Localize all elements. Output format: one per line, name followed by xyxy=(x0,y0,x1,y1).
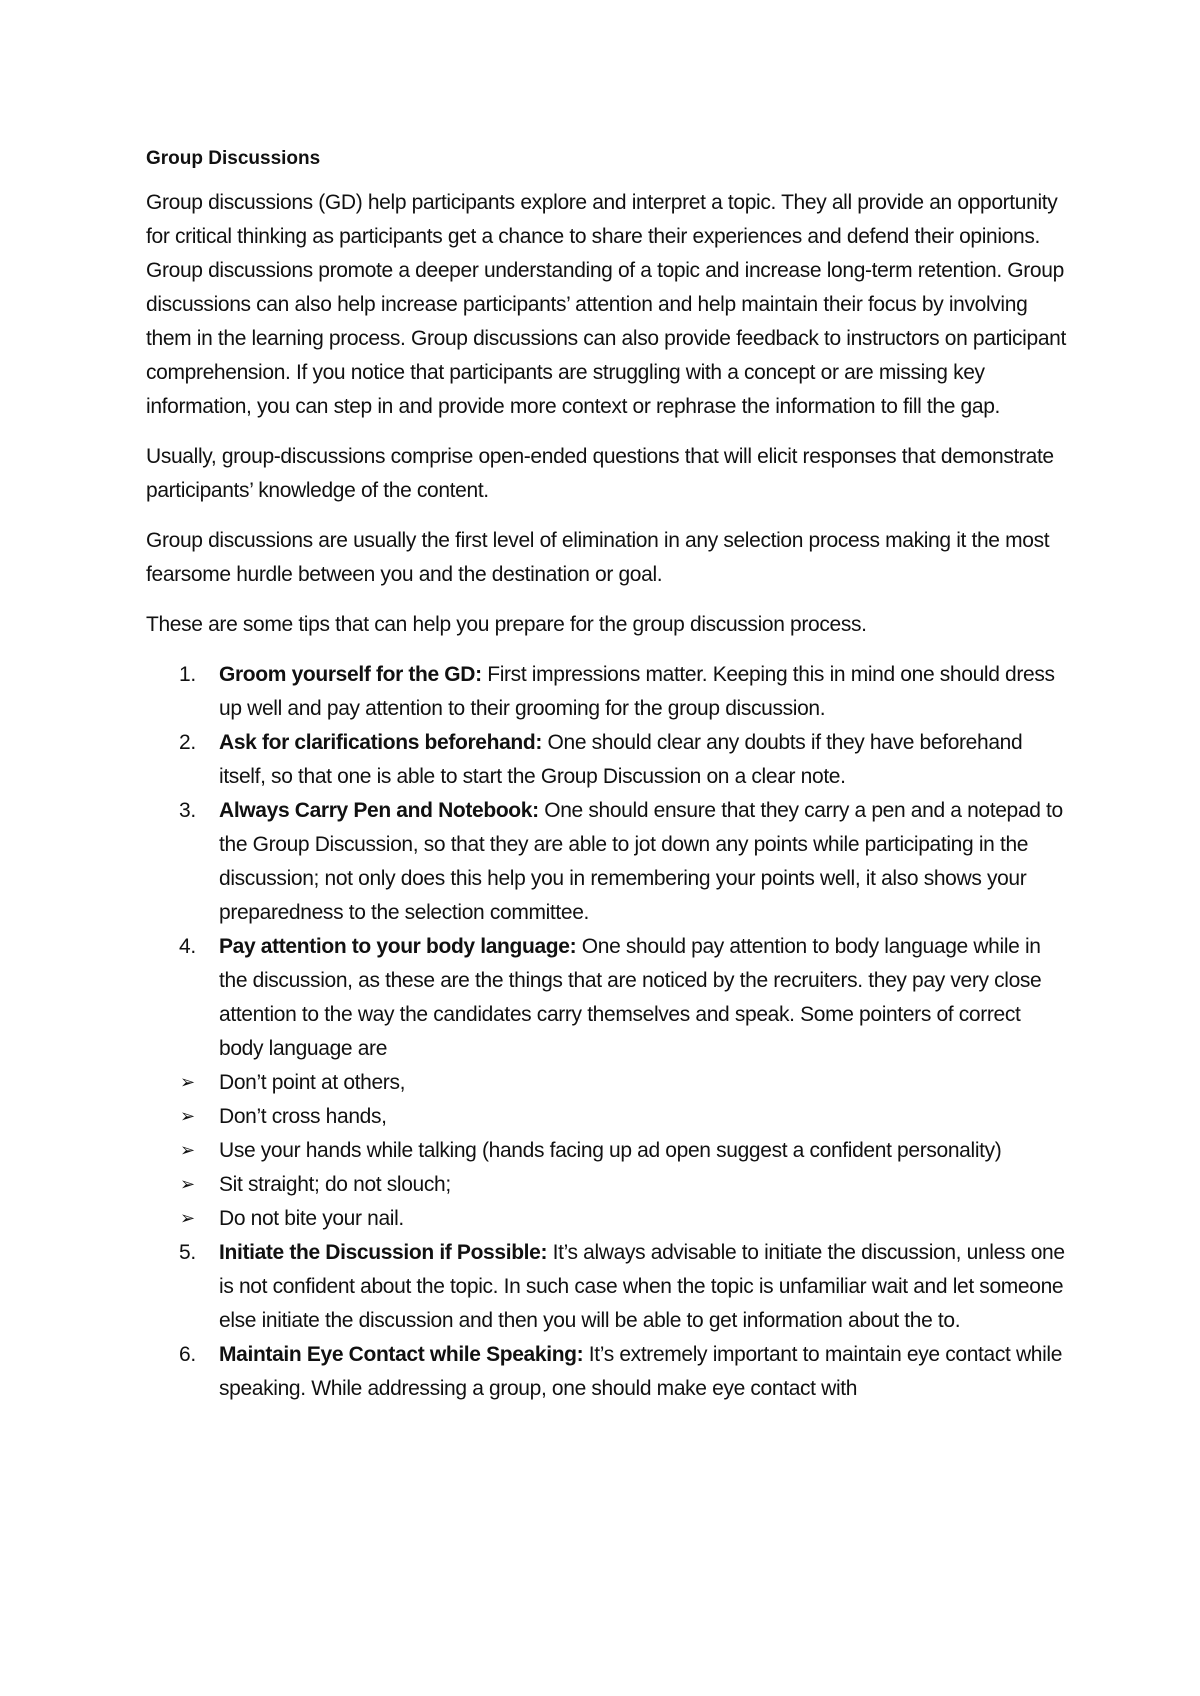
tip-number: 1. xyxy=(179,663,196,686)
tips-list xyxy=(146,658,1066,1406)
tip-item xyxy=(146,1236,1066,1338)
document-heading: Group Discussions xyxy=(146,148,321,169)
bullet-item xyxy=(146,1100,1066,1134)
tip-text: It’s always advisable to initiate the discussion, unless one is not confident about the topic. In such case when the topic is unfamiliar wait and let someone else initiate the discussion and then you will be able to get information about the to. xyxy=(219,1241,1065,1332)
bullet-item xyxy=(146,1066,1066,1100)
tip-text: One should ensure that they carry a pen and a notepad to the Group Discussion, so that they are able to jot down any points while participating in the discussion; not only does this help you in remembering your points well, it also shows your preparedness to the selection committee. xyxy=(219,799,1063,924)
tip-title: Ask for clarifications beforehand: xyxy=(219,731,543,754)
tip-title: Maintain Eye Contact while Speaking: xyxy=(219,1343,584,1366)
tip-title: Initiate the Discussion if Possible: xyxy=(219,1241,548,1264)
tip-title: Pay attention to your body language: xyxy=(219,935,577,958)
tip-title: Always Carry Pen and Notebook: xyxy=(219,799,539,822)
arrow-bullet-icon: ➢ xyxy=(180,1140,195,1161)
bullet-text: Don’t point at others, xyxy=(219,1071,406,1094)
tip-text: One should clear any doubts if they have beforehand itself, so that one is able to start the Group Discussion on a clear note. xyxy=(219,731,1023,788)
document-page xyxy=(146,142,1066,1406)
tip-item xyxy=(146,794,1066,930)
tip-number: 5. xyxy=(179,1241,196,1264)
tip-item xyxy=(146,930,1066,1066)
bullet-item xyxy=(146,1168,1066,1202)
arrow-bullet-icon: ➢ xyxy=(180,1106,195,1127)
tip-number: 2. xyxy=(179,731,196,754)
tip-text: It’s extremely important to maintain eye contact while speaking. While addressing a group, one should make eye contact with xyxy=(219,1343,1063,1400)
arrow-bullet-icon: ➢ xyxy=(180,1072,195,1093)
bullet-text: Use your hands while talking (hands facing up ad open suggest a confident personality) xyxy=(219,1139,1002,1162)
tip-text: One should pay attention to body language while in the discussion, as these are the things that are noticed by the recruiters. they pay very close attention to the way the candidates carry themselves and speak. Some pointers of correct body language are xyxy=(219,935,1042,1060)
bullet-text: Do not bite your nail. xyxy=(219,1207,404,1230)
tip-item xyxy=(146,1338,1066,1406)
tip-text: First impressions matter. Keeping this in mind one should dress up well and pay attention to their grooming for the group discussion. xyxy=(219,663,1055,720)
bullet-text: Don’t cross hands, xyxy=(219,1105,387,1128)
tip-title: Groom yourself for the GD: xyxy=(219,663,482,686)
paragraph-tips-intro: These are some tips that can help you prepare for the group discussion process. xyxy=(146,613,867,636)
intro-paragraph: Group discussions (GD) help participants explore and interpret a topic. They all provide an opportunity for critical thinking as participants get a chance to share their experiences and defend their opinions. Group discussions promote a deeper understanding of a topic and increase long-term retention. Group discussions can also help increase participants’ attention and help maintain their focus by involving them in the learning process. Group discussions can also provide feedback to instructors on participant comprehension. If you notice that participants are struggling with a concept or are missing key information, you can step in and provide more context or rephrase the information to fill the gap. xyxy=(146,191,1066,418)
bullet-item xyxy=(146,1202,1066,1236)
arrow-bullet-icon: ➢ xyxy=(180,1174,195,1195)
tip-item xyxy=(146,658,1066,726)
arrow-bullet-icon: ➢ xyxy=(180,1208,195,1229)
paragraph-elimination: Group discussions are usually the first level of elimination in any selection process making it the most fearsome hurdle between you and the destination or goal. xyxy=(146,529,1050,586)
bullet-item xyxy=(146,1134,1066,1168)
bullet-text: Sit straight; do not slouch; xyxy=(219,1173,451,1196)
tip-number: 3. xyxy=(179,799,196,822)
tip-item xyxy=(146,726,1066,794)
paragraph-open-ended: Usually, group-discussions comprise open-ended questions that will elicit responses that demonstrate participants’ knowledge of the content. xyxy=(146,445,1054,502)
tip-number: 4. xyxy=(179,935,196,958)
tip-number: 6. xyxy=(179,1343,196,1366)
